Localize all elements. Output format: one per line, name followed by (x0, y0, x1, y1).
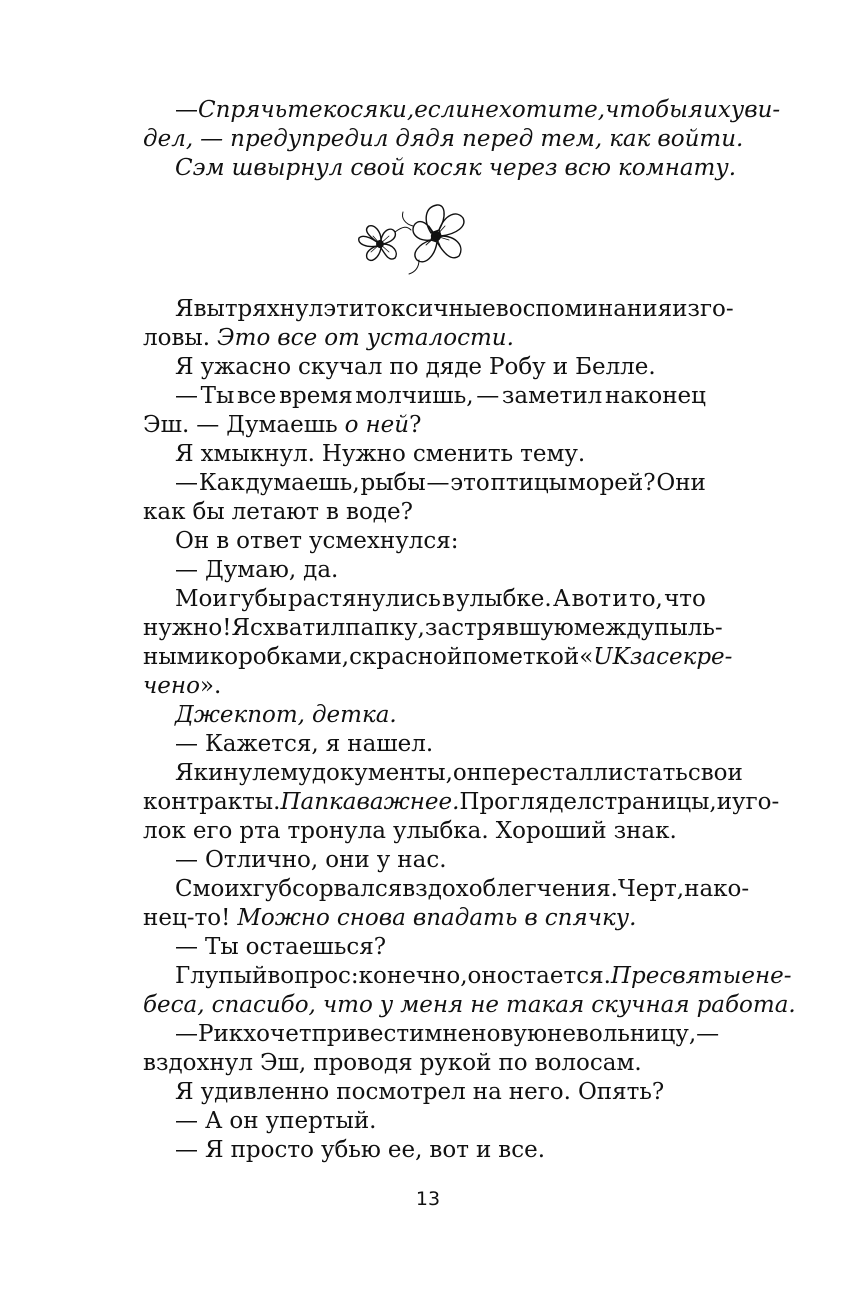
word: усмехнулся: (309, 528, 459, 554)
word: — (175, 383, 198, 409)
word: Я (231, 615, 251, 641)
word: — (476, 383, 500, 409)
word: губ (252, 876, 293, 902)
text-line (143, 614, 723, 643)
word: — (175, 97, 198, 123)
word: спячку. (544, 905, 637, 931)
word: важнее. (356, 789, 460, 815)
word: Проглядел (459, 789, 592, 815)
word: перестал (482, 760, 594, 786)
word: страницы, (591, 789, 717, 815)
word: птицы (490, 470, 568, 496)
word: бы (192, 499, 225, 525)
word: их (703, 97, 731, 123)
word: пометкой (462, 644, 580, 670)
text-line (143, 125, 744, 154)
word: детка. (311, 702, 397, 728)
word: токсичные (364, 296, 496, 322)
word: — (175, 557, 198, 583)
word: Мои (175, 586, 228, 612)
word: Ты (200, 383, 235, 409)
word: беса, (143, 992, 205, 1018)
word: новую (471, 1021, 547, 1047)
word: войти. (657, 126, 744, 152)
word: упертый. (265, 1108, 377, 1134)
text-line (143, 1136, 706, 1165)
word: Белле. (575, 354, 656, 380)
word: вопрос: (267, 963, 359, 989)
word: ее, (387, 1137, 423, 1163)
word: рыбы (360, 470, 426, 496)
word: улыбке. (456, 586, 552, 612)
word: свой (350, 155, 406, 181)
word: привести (311, 1021, 425, 1047)
word: в (524, 905, 538, 931)
word: его (192, 818, 233, 844)
word: как (143, 499, 186, 525)
word: меня (400, 992, 464, 1018)
word: дяде (425, 354, 483, 380)
word: Хороший (495, 818, 607, 844)
word: Кажется, (205, 731, 319, 757)
word: Думаю, (205, 557, 297, 583)
word: спасибо, (211, 992, 316, 1018)
word: всю (564, 155, 612, 181)
word: Я (205, 1137, 224, 1163)
word: ней? (365, 412, 422, 438)
word: просто (230, 1137, 314, 1163)
word: С (175, 876, 193, 902)
word: у (379, 992, 394, 1018)
word: сорвался (292, 876, 403, 902)
word: хочет (243, 1021, 312, 1047)
word: косяки, (322, 97, 415, 123)
text-line (143, 527, 706, 556)
word: губы (228, 586, 287, 612)
word: «UK (579, 644, 630, 670)
word: все. (498, 1137, 546, 1163)
word: время (279, 383, 353, 409)
word: него. (508, 1079, 571, 1105)
word: наконец (604, 383, 706, 409)
flowers-ornament-icon (353, 196, 468, 278)
word: летают (231, 499, 320, 525)
word: застрявшую (424, 615, 574, 641)
word: А (205, 1108, 223, 1134)
word: чтобы (605, 97, 688, 123)
word: листать (593, 760, 688, 786)
word: и (716, 789, 733, 815)
word: Нужно (321, 441, 406, 467)
word: воспоминания (495, 296, 673, 322)
word: хотите, (498, 97, 606, 123)
word: перед (462, 126, 534, 152)
word: мне (424, 1021, 472, 1047)
word: контракты. (143, 789, 281, 815)
text-line (143, 672, 706, 701)
word: ему (266, 760, 312, 786)
word: из (672, 296, 700, 322)
word: удивленно (200, 1079, 330, 1105)
word: нашел. (347, 731, 434, 757)
word: впадать (412, 905, 518, 931)
word: все (236, 383, 277, 409)
word: кинул (193, 760, 267, 786)
word: — (175, 1137, 198, 1163)
word: если (414, 97, 471, 123)
word: Робу (489, 354, 546, 380)
word: ответ (236, 528, 302, 554)
word: схватил (250, 615, 346, 641)
word: — (696, 1021, 720, 1047)
word: знак. (613, 818, 677, 844)
word: нас. (397, 847, 447, 873)
word: вздох (402, 876, 469, 902)
word: остаешься? (245, 934, 387, 960)
text-line (143, 411, 706, 440)
word: Я (175, 1079, 194, 1105)
word: заметил (501, 383, 603, 409)
text-line (143, 1078, 706, 1107)
word: работа. (696, 992, 796, 1018)
word: коробками, (209, 644, 350, 670)
word: по (389, 354, 419, 380)
word: усталости. (366, 325, 514, 351)
word: засекре- (629, 644, 733, 670)
word: А (552, 586, 571, 612)
word: чено». (143, 673, 222, 699)
word: между (573, 615, 655, 641)
word: в (441, 586, 455, 612)
word: ловы. (143, 325, 211, 351)
word: Глупый (175, 963, 268, 989)
page-number: 13 (415, 1188, 441, 1210)
word: го- (699, 296, 734, 322)
chapter-body-text (143, 295, 796, 1165)
word: вздохнул (143, 1050, 253, 1076)
word: дел, (143, 126, 194, 152)
word: Он (175, 528, 210, 554)
text-line (143, 353, 706, 382)
word: лок (143, 818, 186, 844)
word: Сэм (175, 155, 225, 181)
word: — (175, 934, 198, 960)
word: предупредил (230, 126, 389, 152)
word: остается. (496, 963, 611, 989)
word: Это (217, 325, 271, 351)
word: Рик (198, 1021, 244, 1047)
word: Эш. (143, 412, 190, 438)
word: Они (656, 470, 706, 496)
word: — (175, 1108, 198, 1134)
word: документы, (311, 760, 453, 786)
word: рта (239, 818, 281, 844)
word: Папка (280, 789, 357, 815)
word: комнату. (618, 155, 737, 181)
word: убью (320, 1137, 381, 1163)
word: Отлично, (205, 847, 319, 873)
word: ными (143, 644, 210, 670)
text-line (143, 875, 750, 904)
word: он (452, 760, 483, 786)
word: думаешь, (245, 470, 360, 496)
word: с (349, 644, 363, 670)
word: волосам. (534, 1050, 642, 1076)
word: уви- (730, 97, 781, 123)
text-line (143, 96, 781, 125)
word: косяк (412, 155, 482, 181)
word: эти (323, 296, 365, 322)
word: красной (362, 644, 463, 670)
text-line (143, 324, 706, 353)
word: Можно (237, 905, 330, 931)
word: Я (175, 354, 194, 380)
text-line (143, 1020, 720, 1049)
word: что (664, 586, 706, 612)
text-line (143, 440, 706, 469)
text-line (143, 382, 706, 411)
word: о (344, 412, 359, 438)
word: моих (192, 876, 253, 902)
text-line (143, 498, 706, 527)
word: нец-то! (143, 905, 231, 931)
word: по (498, 1050, 528, 1076)
text-line (143, 846, 706, 875)
text-line (143, 933, 706, 962)
word: тему. (520, 441, 586, 467)
text-line (143, 904, 706, 933)
word: тем, (540, 126, 603, 152)
text-line (143, 469, 706, 498)
word: свои (687, 760, 743, 786)
word: и (552, 354, 569, 380)
word: нужно! (143, 615, 232, 641)
word: вытряхнул (193, 296, 324, 322)
word: швырнул (231, 155, 344, 181)
word: сменить (412, 441, 514, 467)
word: что (322, 992, 373, 1018)
word: это (450, 470, 490, 496)
word: молчишь, (355, 383, 474, 409)
word: от (324, 325, 360, 351)
word: то, (628, 586, 663, 612)
word: — (175, 1021, 198, 1047)
word: и (612, 586, 628, 612)
word: — (426, 470, 450, 496)
word: я (687, 97, 704, 123)
word: растянулись (287, 586, 441, 612)
word: — (175, 470, 198, 496)
word: нако- (684, 876, 750, 902)
word: как (609, 126, 651, 152)
text-line (143, 1107, 706, 1136)
word: Думаешь (226, 412, 338, 438)
word: через (488, 155, 558, 181)
word: снова (336, 905, 406, 931)
word: конечно, (358, 963, 468, 989)
word: тронула (287, 818, 387, 844)
word: Опять? (577, 1079, 665, 1105)
word: — (175, 731, 198, 757)
word: не (470, 97, 499, 123)
word: пыль- (654, 615, 723, 641)
word: Как (198, 470, 245, 496)
word: дядя (395, 126, 456, 152)
text-line (143, 817, 706, 846)
word: скучал (298, 354, 383, 380)
scene-ending-text (143, 96, 781, 183)
word: на (472, 1079, 502, 1105)
word: в (216, 528, 230, 554)
word: — (196, 412, 220, 438)
word: Пресвятые (610, 963, 755, 989)
word: вот (429, 1137, 469, 1163)
text-line (143, 962, 792, 991)
word: вот (571, 586, 612, 612)
word: да. (303, 557, 339, 583)
word: Я (175, 760, 194, 786)
word: в (326, 499, 339, 525)
word: проводя (313, 1050, 413, 1076)
word: Ты (205, 934, 239, 960)
word: Черт, (617, 876, 685, 902)
word: он (229, 1108, 259, 1134)
word: Спрячьте (198, 97, 323, 123)
word: рукой (419, 1050, 492, 1076)
word: воде? (346, 499, 413, 525)
word: улыбка. (393, 818, 489, 844)
text-line (143, 991, 796, 1020)
word: Джекпот, (175, 702, 305, 728)
text-line (143, 556, 706, 585)
word: не (470, 992, 500, 1018)
word: я (325, 731, 341, 757)
word: хмыкнул. (200, 441, 315, 467)
text-line (143, 701, 706, 730)
word: Я (175, 296, 194, 322)
word: и (475, 1137, 492, 1163)
text-line (143, 643, 733, 672)
word: папку, (345, 615, 425, 641)
word: они (325, 847, 370, 873)
word: Я (175, 441, 194, 467)
word: — (175, 847, 198, 873)
text-line (143, 788, 780, 817)
text-line (143, 154, 737, 183)
word: — (200, 126, 224, 152)
word: все (277, 325, 318, 351)
word: облегчения. (468, 876, 618, 902)
word: такая (506, 992, 585, 1018)
text-line (143, 1049, 706, 1078)
word: невольницу, (546, 1021, 697, 1047)
word: он (467, 963, 497, 989)
word: морей? (567, 470, 656, 496)
word: не- (754, 963, 792, 989)
word: Эш, (259, 1050, 307, 1076)
text-line (143, 759, 743, 788)
word: посмотрел (336, 1079, 466, 1105)
text-line (143, 730, 706, 759)
word: у (376, 847, 391, 873)
word: скучная (591, 992, 690, 1018)
text-line (143, 295, 734, 324)
text-line (143, 585, 706, 614)
word: уго- (732, 789, 780, 815)
word: ужасно (200, 354, 292, 380)
